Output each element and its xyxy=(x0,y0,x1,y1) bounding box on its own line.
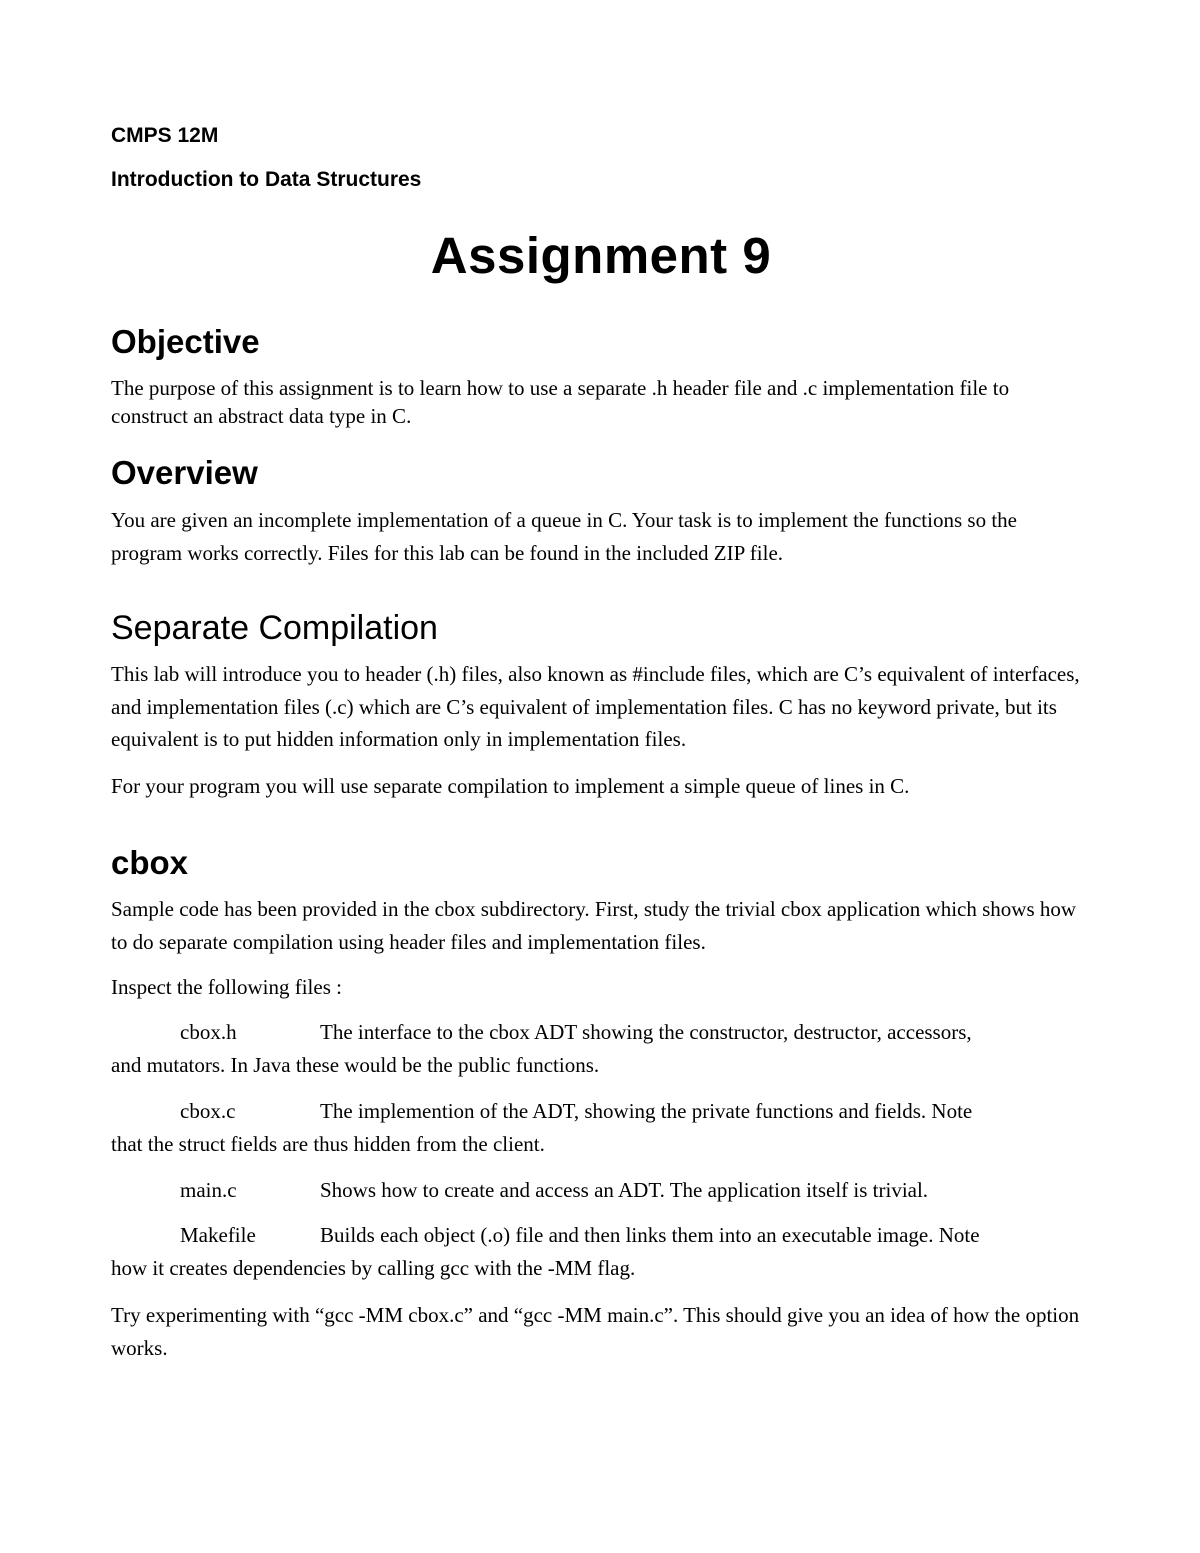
cbox-intro: Sample code has been provided in the cbox subdirectory. First, study the trivial cbox application which shows how to do separate compilation using header files and implementation files. xyxy=(111,897,1077,954)
document-title: Assignment 9 xyxy=(430,227,772,284)
file-description-continued: and mutators. In Java these would be the public functions. xyxy=(111,1053,600,1077)
objective-heading: Objective xyxy=(111,323,260,360)
file-name: main.c xyxy=(180,1178,237,1202)
cbox-heading: cbox xyxy=(111,844,189,881)
overview-text: You are given an incomplete implementation of a queue in C. Your task is to implement the functions so the program works correctly. Files for this lab can be found in the included ZIP file. xyxy=(111,508,1017,565)
file-name: Makefile xyxy=(180,1223,256,1247)
overview-heading: Overview xyxy=(111,454,258,491)
separate-compilation-heading: Separate Compilation xyxy=(111,609,438,647)
course-name: Introduction to Data Structures xyxy=(111,168,422,191)
separate-compilation-paragraph-1: This lab will introduce you to header (.h) files, also known as #include files, which are C’s equivalent of interfaces, and implementation files (.c) which are C’s equivalent of implementation files. C has no keyword private, but its equivalent is to put hidden information only in implementation files. xyxy=(111,662,1080,751)
file-description: The implemention of the ADT, showing the private functions and fields. Note xyxy=(320,1099,973,1123)
inspect-files-label: Inspect the following files : xyxy=(111,975,342,999)
cbox-closing: Try experimenting with “gcc -MM cbox.c” and “gcc -MM main.c”. This should give you an idea of how the option works. xyxy=(111,1303,1080,1360)
file-name: cbox.h xyxy=(180,1020,237,1044)
objective-text: The purpose of this assignment is to learn how to use a separate .h header file and .c implementation file to construct an abstract data type in C. xyxy=(111,376,1010,428)
file-description-continued: that the struct fields are thus hidden from the client. xyxy=(111,1132,545,1156)
file-description-continued: how it creates dependencies by calling gcc with the -MM flag. xyxy=(111,1256,636,1280)
file-name: cbox.c xyxy=(180,1099,236,1123)
file-description: Shows how to create and access an ADT. The application itself is trivial. xyxy=(320,1178,929,1202)
file-description: Builds each object (.o) file and then links them into an executable image. Note xyxy=(320,1223,980,1247)
course-code: CMPS 12M xyxy=(111,124,219,147)
file-description: The interface to the cbox ADT showing the constructor, destructor, accessors, xyxy=(320,1020,972,1044)
separate-compilation-paragraph-2: For your program you will use separate compilation to implement a simple queue of lines in C. xyxy=(111,774,910,798)
